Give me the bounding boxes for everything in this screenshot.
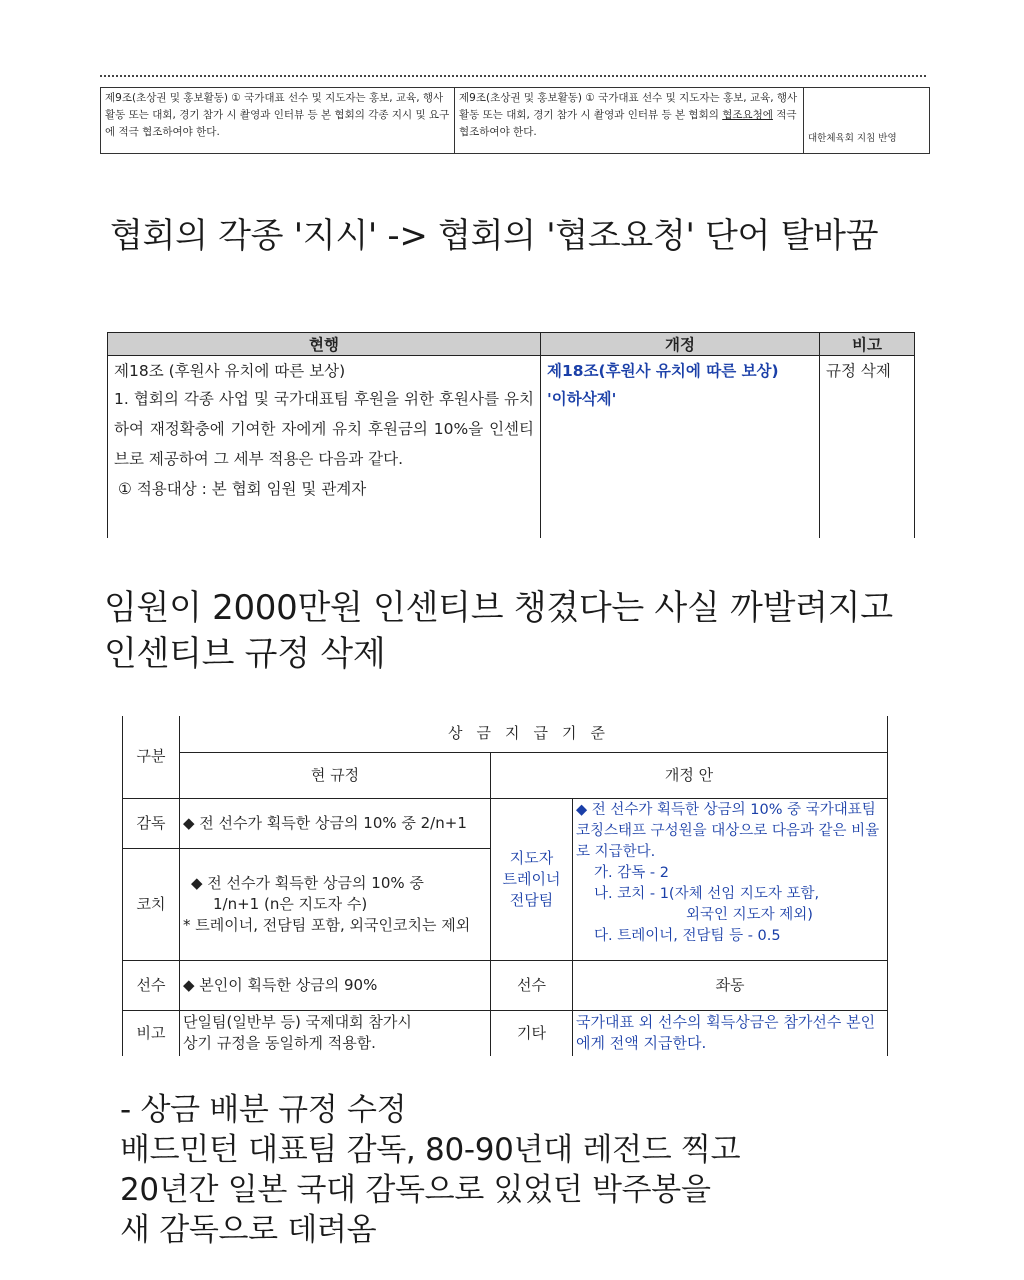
- caption-3: [120, 1090, 740, 1250]
- player-label-revised: 선수: [491, 960, 573, 1010]
- caption-3-line-1: - 상금 배분 규정 수정: [120, 1092, 407, 1128]
- header-current-rule: 현 규정: [180, 752, 491, 798]
- caption-3-line-4: 새 감독으로 데려옴: [120, 1212, 377, 1248]
- remarks-revised-rule: 국가대표 외 선수의 획득상금은 참가선수 본인에게 전액 지급한다.: [573, 1010, 888, 1056]
- article9-current: 제9조(초상권 및 홍보활동) ① 국가대표 선수 및 지도자는 홍보, 교육, 행사 활동 또는 대회, 경기 참가 시 촬영과 인터뷰 등 본 협회의 각종 지시 및 요구에 적극 협조하여야 한다.: [101, 88, 455, 154]
- caption-3-line-2: 배드민턴 대표팀 감독, 80-90년대 레전드 찍고: [120, 1132, 741, 1168]
- article18-current-item: ① 적용대상 : 본 협회 임원 및 관계자: [118, 480, 367, 498]
- article18-note: 규정 삭제: [820, 356, 915, 539]
- staff-label: 지도자 트레이너 전담팀: [491, 798, 573, 960]
- table-prize-distribution: [122, 716, 888, 1056]
- caption-2: [104, 585, 893, 677]
- row-label-remarks: 비고: [123, 1010, 180, 1056]
- player-revised-rule: 좌동: [573, 960, 888, 1010]
- caption-1: 협회의 각종 '지시' -> 협회의 '협조요청' 단어 탈바꿈: [110, 216, 879, 256]
- article9-note: 대한체육회 지침 반영: [804, 88, 930, 154]
- table-article9-comparison: [100, 87, 930, 154]
- staff-revised-rule: ◆ 전 선수가 획득한 상금의 10% 중 국가대표팀 코칭스태프 구성원을 대상으로 다음과 같은 비율로 지급한다. 가. 감독 - 2 나. 코치 - 1(자체 선임 지도자 포함, 외국인 지도자 제외) 다. 트레이너, 전담팀 등 - 0.5: [573, 798, 888, 960]
- coach-current-rule: ◆ 전 선수가 획득한 상금의 10% 중 1/n+1 (n은 지도자 수) * 트레이너, 전담팀 포함, 외국인코치는 제외: [180, 848, 491, 960]
- header-note: 비고: [820, 333, 915, 356]
- header-revised: 개정: [541, 333, 820, 356]
- header-revision-proposal: 개정 안: [491, 752, 888, 798]
- caption-2-line-1: 임원이 2000만원 인센티브 챙겼다는 사실 까발려지고: [104, 588, 893, 628]
- header-current: 현행: [108, 333, 541, 356]
- remarks-label-revised: 기타: [491, 1010, 573, 1056]
- caption-2-line-2: 인센티브 규정 삭제: [104, 634, 386, 674]
- article9-revised: 제9조(초상권 및 홍보활동) ① 국가대표 선수 및 지도자는 홍보, 교육, 행사 활동 또는 대회, 경기 참가 시 촬영과 인터뷰 등 본 협회의 협조요청에 적극 협조하여야 한다.: [455, 88, 804, 154]
- table-article18-comparison: [107, 332, 915, 538]
- player-current-rule: ◆ 본인이 획득한 상금의 90%: [180, 960, 491, 1010]
- caption-3-line-3: 20년간 일본 국대 감독으로 있었던 박주봉을: [120, 1172, 711, 1208]
- article18-current-title: 제18조 (후원사 유치에 따른 보상): [114, 362, 346, 380]
- prize-table-title: 상금지급기준: [180, 716, 888, 752]
- article18-current-body: 1. 협회의 각종 사업 및 국가대표팀 후원을 위한 후원사를 유치하여 재정확충에 기여한 자에게 유치 후원금의 10%을 인센티브로 제공하여 그 세부 적용은 다음과 같다.: [114, 390, 534, 468]
- article18-revised-title: 제18조(후원사 유치에 따른 보상): [547, 362, 779, 380]
- row-label-coach: 코치: [123, 848, 180, 960]
- article18-current: [108, 356, 541, 539]
- article18-revised: [541, 356, 820, 539]
- article18-revised-body: '이하삭제': [547, 390, 617, 408]
- dotted-divider: [100, 75, 926, 77]
- col-label-category: 구분: [123, 716, 180, 798]
- remarks-current-rule: 단일팀(일반부 등) 국제대회 참가시 상기 규정을 동일하게 적용함.: [180, 1010, 491, 1056]
- row-label-player: 선수: [123, 960, 180, 1010]
- row-label-director: 감독: [123, 798, 180, 848]
- director-current-rule: ◆ 전 선수가 획득한 상금의 10% 중 2/n+1: [180, 798, 491, 848]
- underlined-cooperation-request: 협조요청에: [722, 109, 773, 121]
